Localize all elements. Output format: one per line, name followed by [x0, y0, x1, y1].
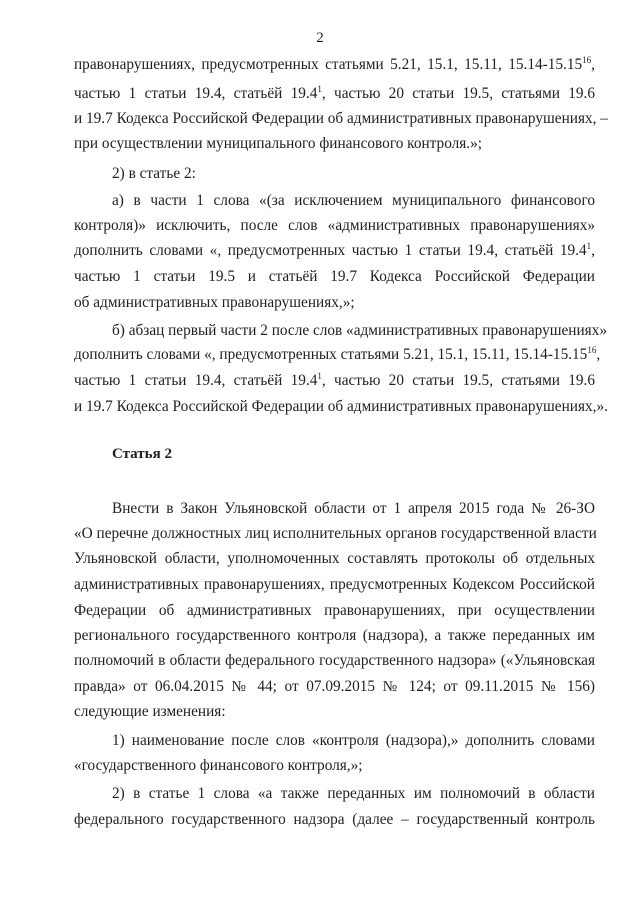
text-line: 1) наименование после слов «контроля (надзора),» дополнить словами [112, 732, 595, 749]
text-line: правонарушениях, предусмотренных статьями 5.21, 15.1, 15.11, 15.14-15.15$^{16}$, [74, 55, 595, 73]
text-line: дополнить словами «, предусмотренных статьями 5.21, 15.1, 15.11, 15.14-15.15$^{16}$, [74, 345, 601, 363]
text-line: 2) в статье 2: [112, 165, 196, 182]
text-line: «государственного финансового контроля,»; [74, 757, 363, 774]
text-line: полномочий в области федерального государственного надзора» («Ульяновская [74, 652, 595, 669]
text-line: б) абзац первый части 2 после слов «административных правонарушениях» [112, 322, 607, 339]
text-line: административных правонарушениях, предусмотренных Кодексом Российской [74, 576, 595, 593]
text-line: и 19.7 Кодекса Российской Федерации об административных правонарушениях, – [74, 110, 608, 127]
text-line: 2) в статье 1 слова «а также переданных им полномочий в области [112, 785, 595, 802]
text-line: Федерации об административных правонарушениях, при осуществлении [74, 602, 595, 619]
article-heading: Статья 2 [112, 446, 172, 462]
text-line: правда» от 06.04.2015 № 44; от 07.09.2015 № 124; от 09.11.2015 № 156) [74, 678, 595, 695]
text-line: следующие изменения: [74, 703, 226, 720]
page-number: 2 [316, 30, 324, 46]
text-line: дополнить словами «, предусмотренных частью 1 статьи 19.4, статьёй 19.4$^1$, [74, 241, 595, 259]
text-line: частью 1 статьи 19.4, статьёй 19.4$^1$, частью 20 статьи 19.5, статьями 19.6 [74, 84, 595, 102]
text-line: при осуществлении муниципального финансового контроля.»; [74, 135, 483, 152]
text-line: частью 1 статьи 19.4, статьёй 19.4$^1$, частью 20 статьи 19.5, статьями 19.6 [74, 371, 595, 389]
text-line: Внести в Закон Ульяновской области от 1 апреля 2015 года № 26-ЗО [112, 500, 595, 517]
text-line: и 19.7 Кодекса Российской Федерации об административных правонарушениях,». [74, 398, 608, 415]
text-line: частью 1 статьи 19.5 и статьёй 19.7 Кодекса Российской Федерации [74, 268, 595, 285]
text-line: «О перечне должностных лиц исполнительных органов государственной власти [74, 525, 597, 542]
text-line: федерального государственного надзора (далее – государственный контроль [74, 811, 595, 828]
text-line: об административных правонарушениях,»; [74, 294, 355, 311]
text-line: а) в части 1 слова «(за исключением муниципального финансового [112, 192, 595, 209]
text-line: Ульяновской области, уполномоченных составлять протоколы об отдельных [74, 550, 595, 567]
text-line: контроля)» исключить, после слов «административных правонарушениях» [74, 217, 595, 234]
text-line: регионального государственного контроля (надзора), а также переданных им [74, 627, 595, 644]
